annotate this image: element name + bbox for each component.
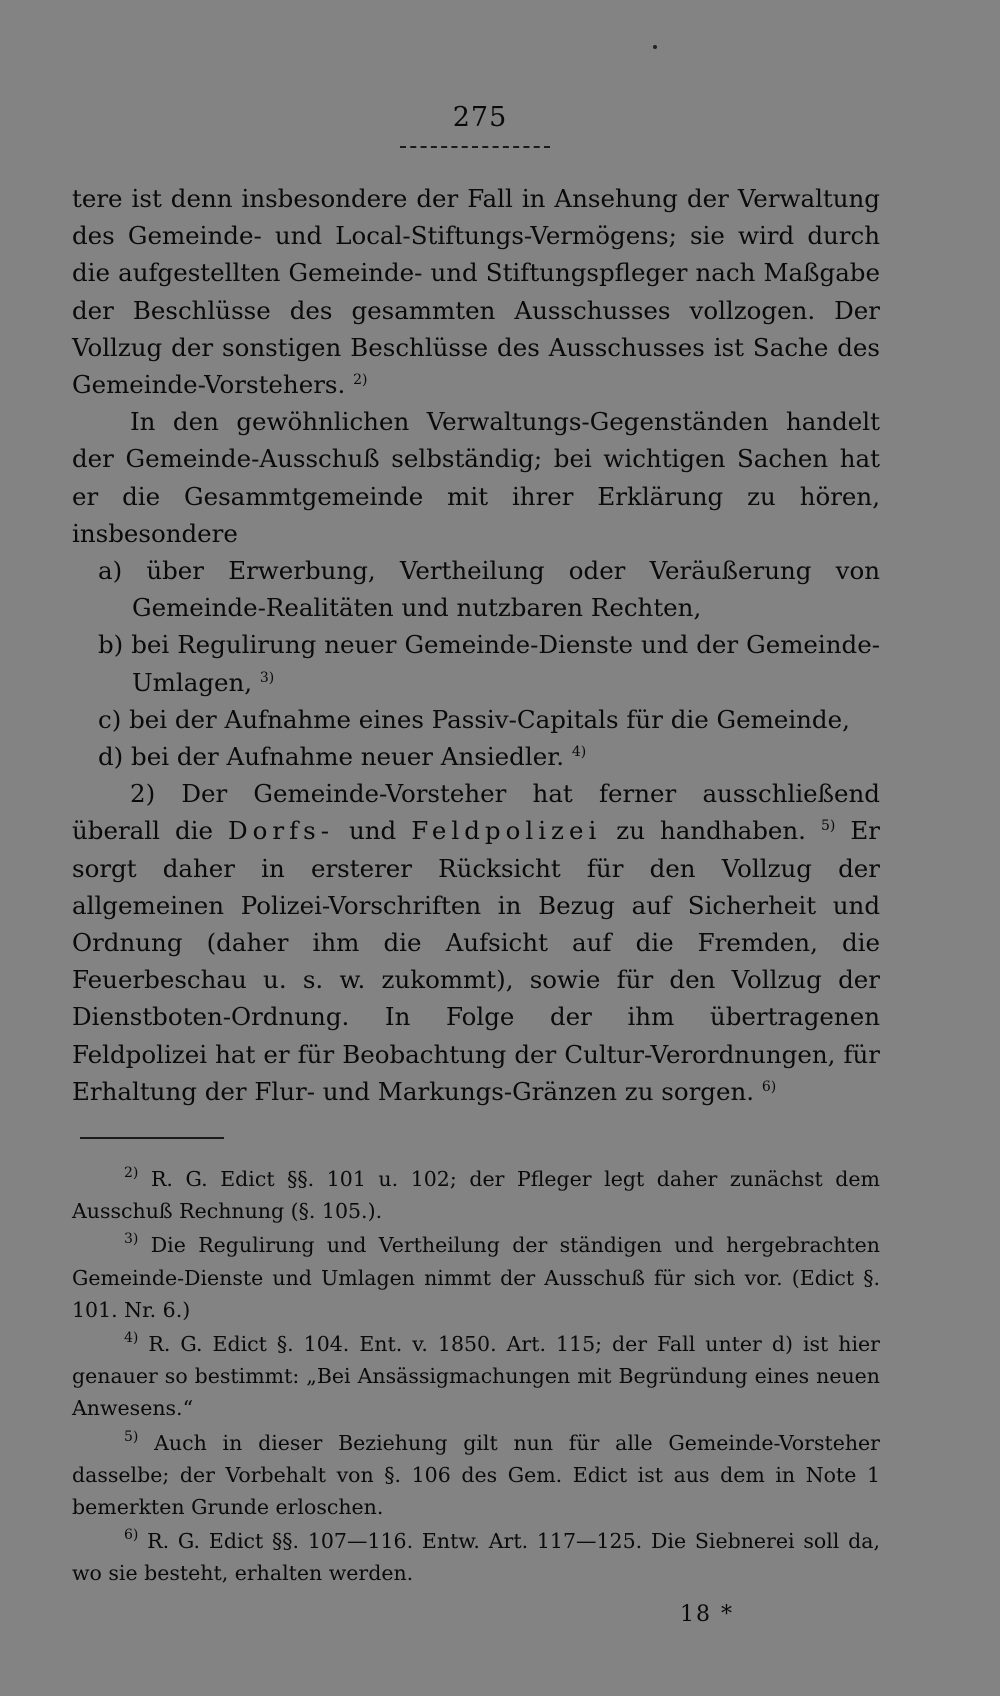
footnote-text: Die Regulirung und Vertheilung der ständigen und hergebrachten Gemeinde-Dienste und Umlagen nimmt der Ausschuß für sich vor. (Edict §. 101. Nr. 6.) — [72, 1233, 880, 1322]
speck-mark — [653, 45, 657, 49]
footnote-text: R. G. Edict §. 104. Ent. v. 1850. Art. 115; der Fall unter d) ist hier genauer so bestimmt: „Bei Ansässigmachungen mit Begründung eines neuen Anwesens.“ — [72, 1332, 880, 1421]
footnote-text: R. G. Edict §§. 101 u. 102; der Pfleger legt daher zunächst dem Ausschuß Rechnung (§. 105.). — [72, 1167, 880, 1224]
spaced-term-feldpolizei: Feldpolizei — [411, 816, 602, 846]
footnote-ref-5: 5) — [820, 818, 836, 835]
list-item-a — [72, 552, 880, 626]
header-rule — [400, 146, 550, 148]
main-text — [72, 180, 880, 1110]
footnote-6 — [72, 1525, 880, 1589]
paragraph-3-text: 2) Der Gemeinde-Vorsteher hat ferner ausschließend überall die — [72, 779, 880, 846]
footnote-ref-3: 3) — [259, 669, 275, 686]
paragraph-3-text: und — [349, 816, 397, 846]
footnote-mark: 6) — [124, 1527, 139, 1544]
list-item-text: a) über Erwerbung, Vertheilung oder Veräußerung von Gemeinde-Realitäten und nutzbaren Rechten, — [98, 556, 880, 623]
footnote-ref-4: 4) — [571, 744, 587, 761]
enumerated-list — [72, 552, 880, 775]
paragraph-3 — [72, 775, 880, 1110]
page-number: 275 — [452, 102, 508, 133]
footnote-mark: 5) — [124, 1428, 139, 1445]
list-item-c — [72, 701, 880, 738]
paragraph-3-text: zu handhaben. — [616, 816, 806, 846]
footnote-ref-2: 2) — [353, 372, 368, 389]
footnote-mark: 4) — [124, 1330, 139, 1347]
spaced-term-dorfs: Dorfs- — [227, 816, 334, 846]
footnote-text: R. G. Edict §§. 107—116. Entw. Art. 117—125. Die Siebnerei soll da, wo sie besteht, erhalten werden. — [72, 1529, 880, 1586]
list-item-text: c) bei der Aufnahme eines Passiv-Capitals für die Gemeinde, — [98, 704, 850, 734]
footnote-text: Auch in dieser Beziehung gilt nun für alle Gemeinde-Vorsteher dasselbe; der Vorbehalt von §. 106 des Gem. Edict ist aus dem in Note 1 bemerkten Grunde erloschen. — [72, 1430, 880, 1520]
footnote-separator — [80, 1137, 224, 1139]
footnote-ref-6: 6) — [761, 1078, 777, 1095]
list-item-text: b) bei Regulirung neuer Gemeinde-Dienste und der Gemeinde-Umlagen, — [98, 630, 880, 697]
footnote-mark: 2) — [124, 1165, 139, 1181]
footnote-4 — [72, 1328, 880, 1425]
footnote-3 — [72, 1229, 880, 1326]
paragraph-1 — [72, 180, 880, 403]
list-item-text: d) bei der Aufnahme neuer Ansiedler. — [98, 742, 565, 772]
list-item-d — [72, 738, 880, 775]
paragraph-3-text: Er sorgt daher in ersterer Rücksicht für den Vollzug der allgemeinen Polizei-Vorschriften in Bezug auf Sicherheit und Ordnung (daher ihm die Aufsicht auf die Fremden, die Feuerbeschau u. s. w. zukommt), sowie für den Vollzug der Dienstboten-Ordnung. In Folge der ihm übertragenen Feldpolizei hat er für Beobachtung der Cultur-Verordnungen, für Erhaltung der Flur- und Markungs-Gränzen zu sorgen. — [72, 816, 880, 1106]
footnote-2 — [72, 1163, 880, 1227]
list-item-b — [72, 626, 880, 700]
footnote-mark: 3) — [124, 1231, 139, 1248]
footnotes — [72, 1163, 880, 1592]
signature-mark: 18 * — [680, 1602, 734, 1627]
paragraph-2: In den gewöhnlichen Verwaltungs-Gegenständen handelt der Gemeinde-Ausschuß selbständig; bei wichtigen Sachen hat er die Gesammtgemeinde mit ihrer Erklärung zu hören, insbesondere — [72, 407, 880, 548]
paragraph-1-text: tere ist denn insbesondere der Fall in Ansehung der Verwaltung des Gemeinde- und Local-Stiftungs-Vermögens; sie wird durch die aufgestellten Gemeinde- und Stiftungspfleger nach Maßgabe der Beschlüsse des gesammten Ausschusses vollzogen. Der Vollzug der sonstigen Beschlüsse des Ausschusses ist Sache des Gemeinde-Vorstehers. — [72, 184, 880, 400]
footnote-5 — [72, 1427, 880, 1524]
